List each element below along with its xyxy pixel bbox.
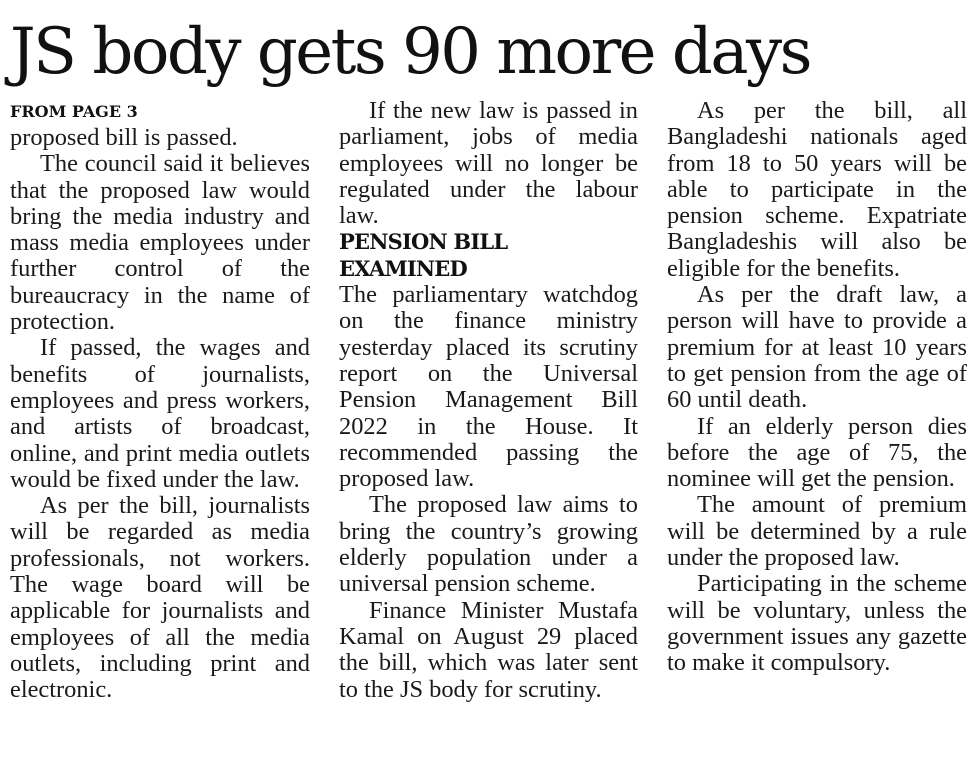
- continuation-kicker: FROM PAGE 3: [10, 102, 138, 121]
- paragraph: As per the bill, all Bangladeshi nationals aged from 18 to 50 years will be able to participate in the pension scheme. Expatriate Bangladeshis will also be eligible for the benefits.: [667, 97, 967, 282]
- article-column-3: [667, 98, 967, 677]
- paragraph: Participating in the scheme will be voluntary, unless the government issues any gazette to make it compulsory.: [667, 570, 967, 677]
- paragraph: As per the draft law, a person will have to provide a premium for at least 10 years to get pension from the age of 60 until death.: [667, 281, 967, 414]
- paragraph: If an elderly person dies before the age of 75, the nominee will get the pension.: [667, 412, 967, 493]
- paragraph: As per the bill, journalists will be regarded as media professionals, not workers. The wage board will be applicable for journalists and employees of all the media outlets, including print and electronic.: [10, 492, 310, 704]
- paragraph: The council said it believes that the proposed law would bring the media industry and mass media employees under further control of the bureaucracy in the name of protection.: [10, 150, 310, 336]
- section-subheading: PENSION BILL EXAMINED: [339, 229, 508, 281]
- article-column-2: [339, 98, 638, 703]
- headline: JS body gets 90 more days: [10, 15, 810, 89]
- paragraph: proposed bill is passed.: [10, 124, 238, 151]
- paragraph: Finance Minister Mustafa Kamal on August 29 placed the bill, which was later sent to the JS body for scrutiny.: [339, 596, 638, 703]
- paragraph: The parliamentary watchdog on the finance ministry yesterday placed its scrutiny report on the Universal Pension Management Bill 2022 in the House. It recommended passing the proposed law.: [339, 281, 638, 493]
- paragraph: The proposed law aims to bring the country’s growing elderly population under a universal pension scheme.: [339, 491, 638, 598]
- paragraph: If passed, the wages and benefits of journalists, employees and press workers, and artists of broadcast, online, and print media outlets would be fixed under the law.: [10, 334, 310, 493]
- paragraph: The amount of premium will be determined by a rule under the proposed law.: [667, 491, 967, 572]
- paragraph: If the new law is passed in parliament, jobs of media employees will no longer be regulated under the labour law.: [339, 97, 638, 230]
- article-column-1: [10, 98, 310, 704]
